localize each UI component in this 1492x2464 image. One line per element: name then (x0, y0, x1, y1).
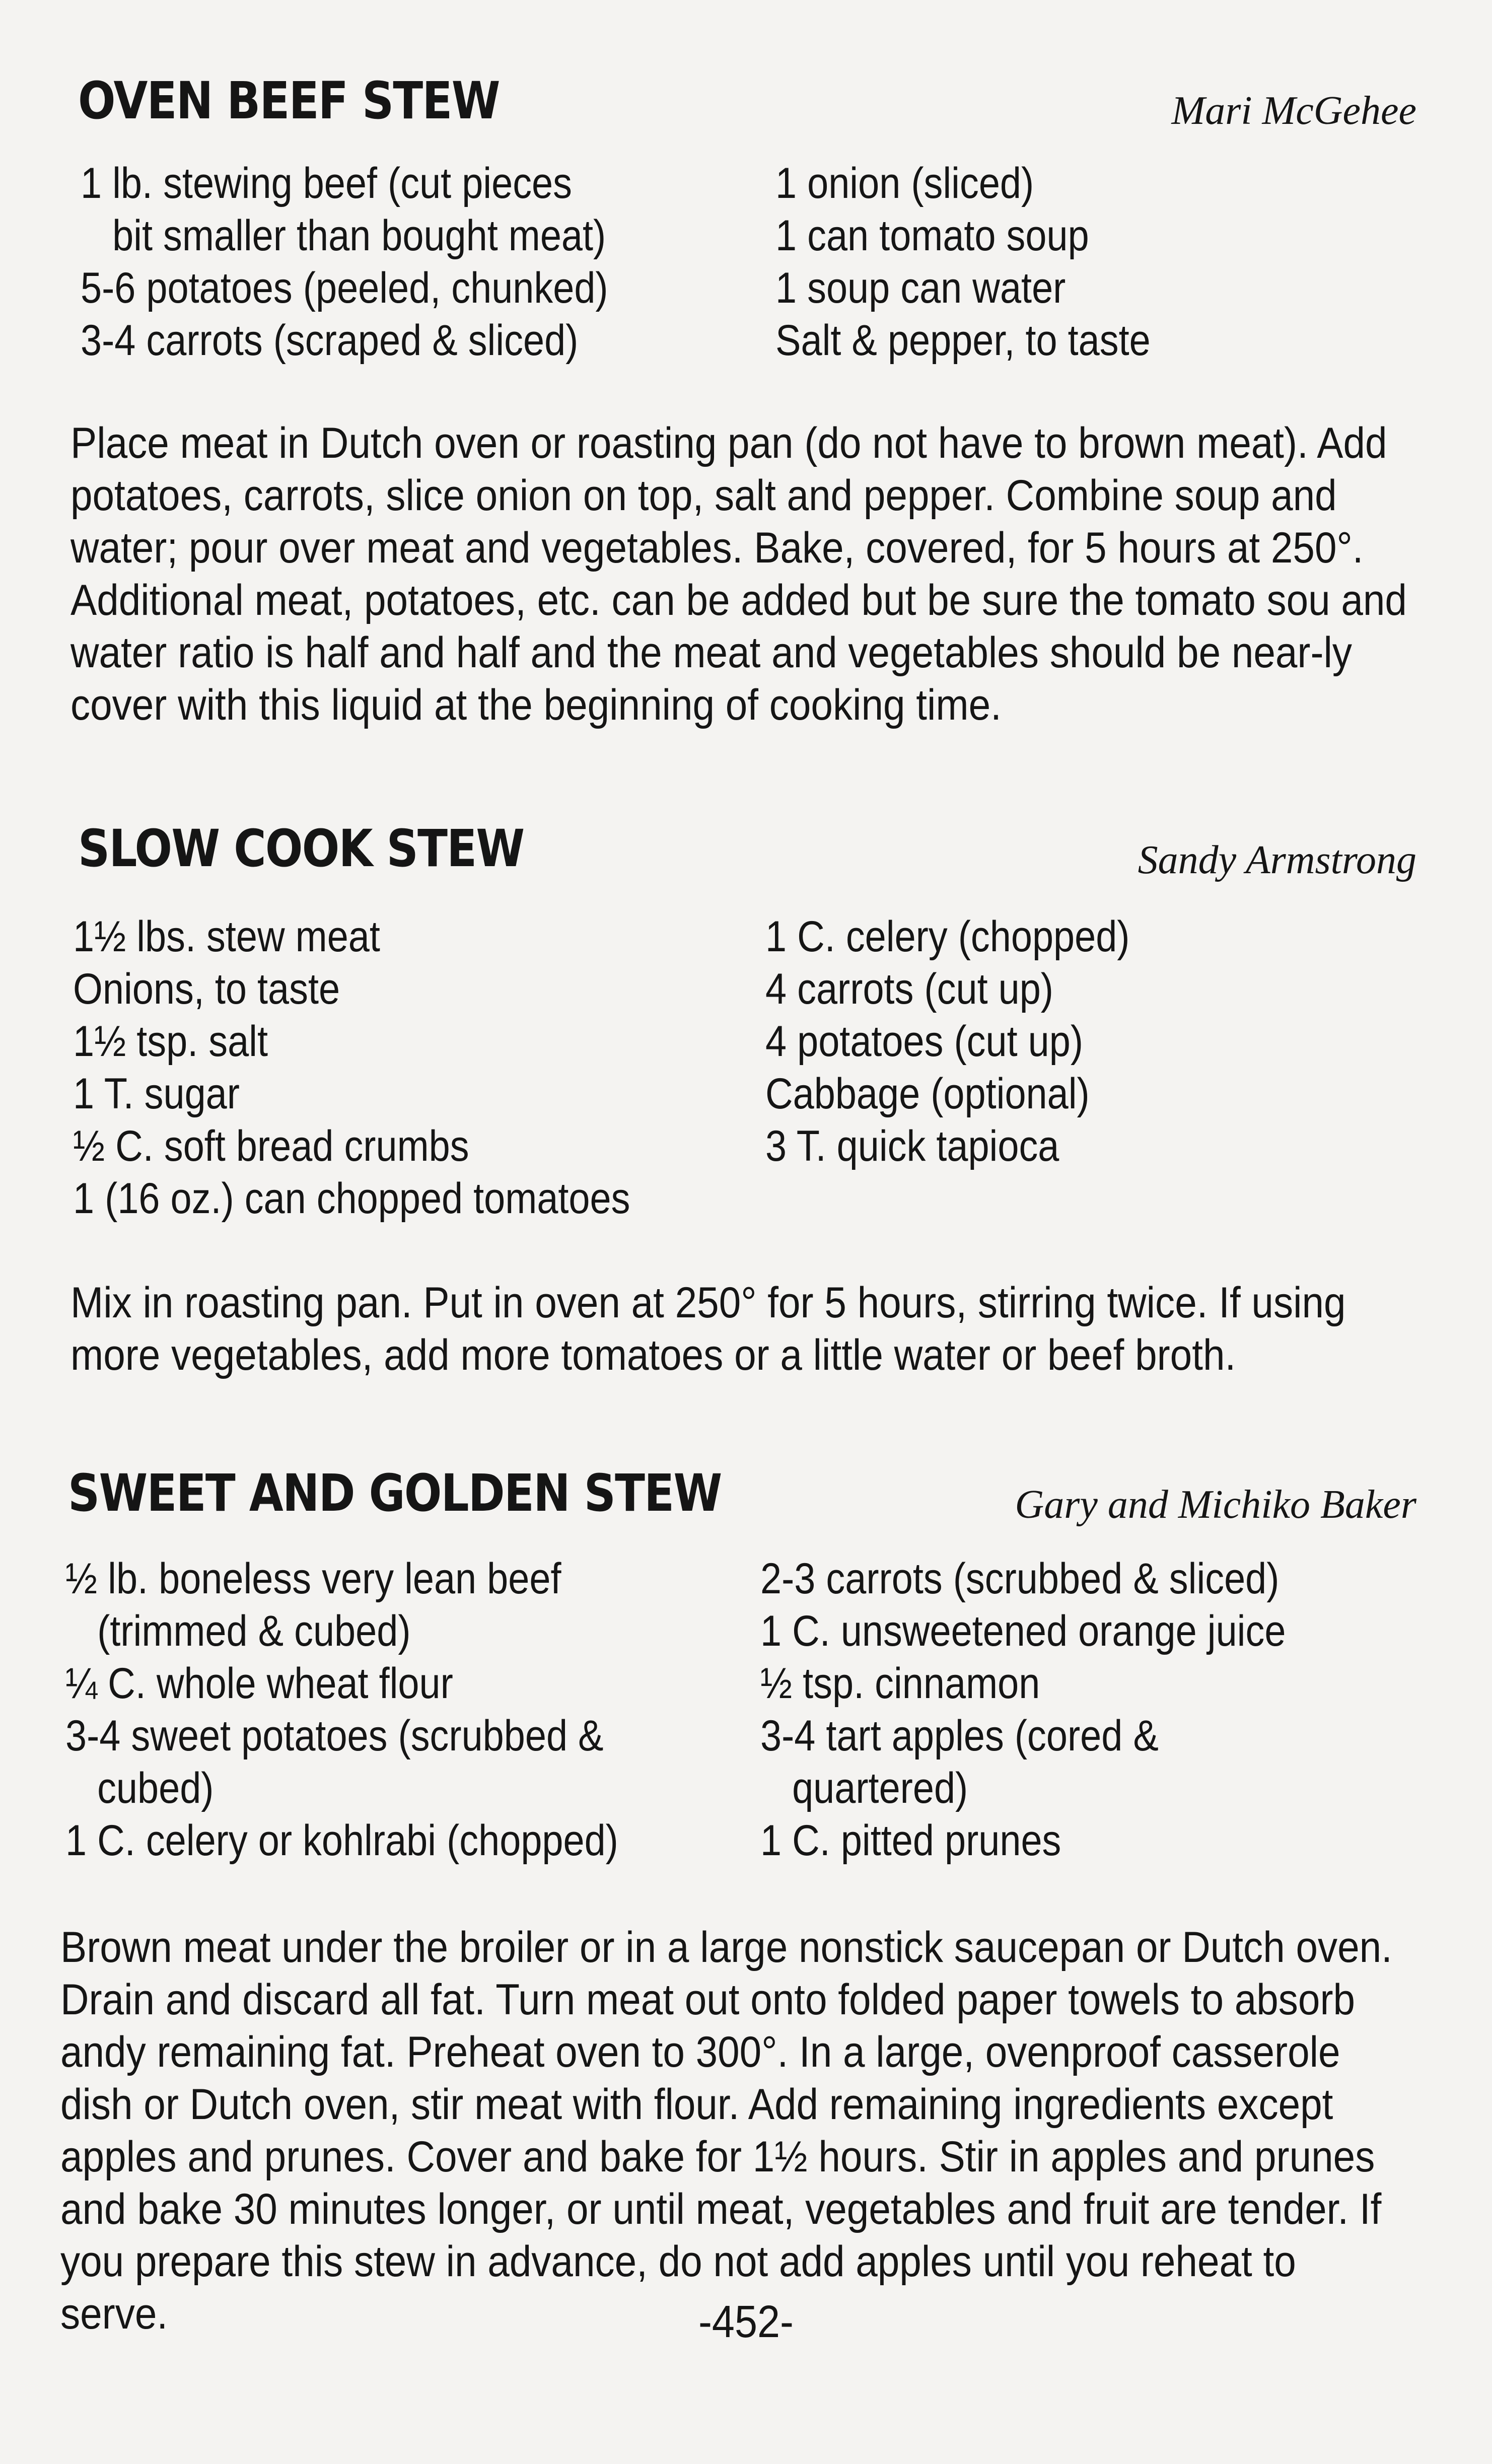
recipe-directions: Place meat in Dutch oven or roasting pan (do not have to brown meat). Add potatoes, carrots, slice onion on top, salt and pepper. Combine soup and water; pour over meat and vegetables. Bake, covered, for 5 hours at 250°. Additional meat, potatoes, etc. can be added but be sure the tomato sou and water ratio is half and half and the meat and vegetables should be near-ly cover with this liquid at the beginning of cooking time. (70, 419, 1407, 729)
ingredient-item: 1 can tomato soup (775, 212, 1089, 260)
ingredient-item: Salt & pepper, to taste (775, 316, 1151, 365)
ingredient-item: ½ tsp. cinnamon (760, 1659, 1040, 1708)
ingredient-item: ½ C. soft bread crumbs (73, 1122, 469, 1170)
ingredient-item: 4 potatoes (cut up) (765, 1017, 1084, 1066)
ingredient-item: 4 carrots (cut up) (765, 965, 1053, 1013)
ingredient-item: 1 C. unsweetened orange juice (760, 1607, 1286, 1655)
ingredients-left (81, 157, 608, 367)
ingredient-item: 1 C. celery or kohlrabi (chopped) (65, 1816, 618, 1865)
ingredient-item: ½ lb. boneless very lean beef (65, 1555, 561, 1603)
ingredient-item: Cabbage (optional) (765, 1070, 1090, 1118)
ingredient-item: quartered) (760, 1764, 968, 1812)
recipe-author: Sandy Armstrong (1138, 838, 1416, 882)
recipe-title: SWEET AND GOLDEN STEW (68, 1463, 722, 1523)
ingredient-item: Onions, to taste (73, 965, 340, 1013)
recipe-directions: Brown meat under the broiler or in a large nonstick saucepan or Dutch oven. Drain and discard all fat. Turn meat out onto folded paper towels to absorb andy remaining fat. Preheat oven to 300°. In a large, ovenproof casserole dish or Dutch oven, stir meat with flour. Add remaining ingredients except apples and prunes. Cover and bake for 1½ hours. Stir in apples and prunes and bake 30 minutes longer, or until meat, vegetables and fruit are tender. If you prepare this stew in advance, do not add apples until you reheat to serve. (60, 1923, 1392, 2338)
ingredient-item: 3-4 carrots (scraped & sliced) (81, 316, 579, 365)
ingredient-item: (trimmed & cubed) (65, 1607, 411, 1655)
ingredient-item: cubed) (65, 1764, 214, 1812)
recipe-title: SLOW COOK STEW (78, 819, 524, 879)
ingredient-item: 3-4 tart apples (cored & (760, 1712, 1159, 1760)
ingredient-item: 1 C. pitted prunes (760, 1816, 1061, 1865)
ingredient-item: 1 C. celery (chopped) (765, 912, 1130, 961)
ingredient-item: 5-6 potatoes (peeled, chunked) (81, 264, 608, 312)
recipe-directions: Mix in roasting pan. Put in oven at 250° for 5 hours, stirring twice. If using more vegetables, add more tomatoes or a little water or beef broth. (70, 1279, 1346, 1379)
ingredient-item: 3-4 sweet potatoes (scrubbed & (65, 1712, 604, 1760)
ingredient-item: 1½ tsp. salt (73, 1017, 268, 1066)
ingredient-item: 1 lb. stewing beef (cut pieces (81, 159, 572, 207)
ingredients-left (65, 1553, 618, 1867)
recipe-title: OVEN BEEF STEW (78, 71, 500, 131)
ingredient-item: 1 soup can water (775, 264, 1066, 312)
ingredient-item: bit smaller than bought meat) (81, 212, 606, 260)
ingredient-item: 2-3 carrots (scrubbed & sliced) (760, 1555, 1280, 1603)
ingredients-left (73, 910, 630, 1225)
recipe-author: Gary and Michiko Baker (1015, 1483, 1416, 1527)
ingredient-item: 3 T. quick tapioca (765, 1122, 1059, 1170)
ingredient-item: 1 onion (sliced) (775, 159, 1034, 207)
ingredient-item: ¼ C. whole wheat flour (65, 1659, 453, 1708)
ingredients-right (760, 1553, 1286, 1867)
ingredient-item: 1 T. sugar (73, 1070, 240, 1118)
ingredients-right (775, 157, 1151, 367)
ingredient-item: 1 (16 oz.) can chopped tomatoes (73, 1174, 630, 1223)
ingredient-item: 1½ lbs. stew meat (73, 912, 380, 961)
recipe-author: Mari McGehee (1171, 89, 1416, 133)
page-number: -452- (698, 2297, 794, 2347)
ingredients-right (765, 910, 1130, 1172)
